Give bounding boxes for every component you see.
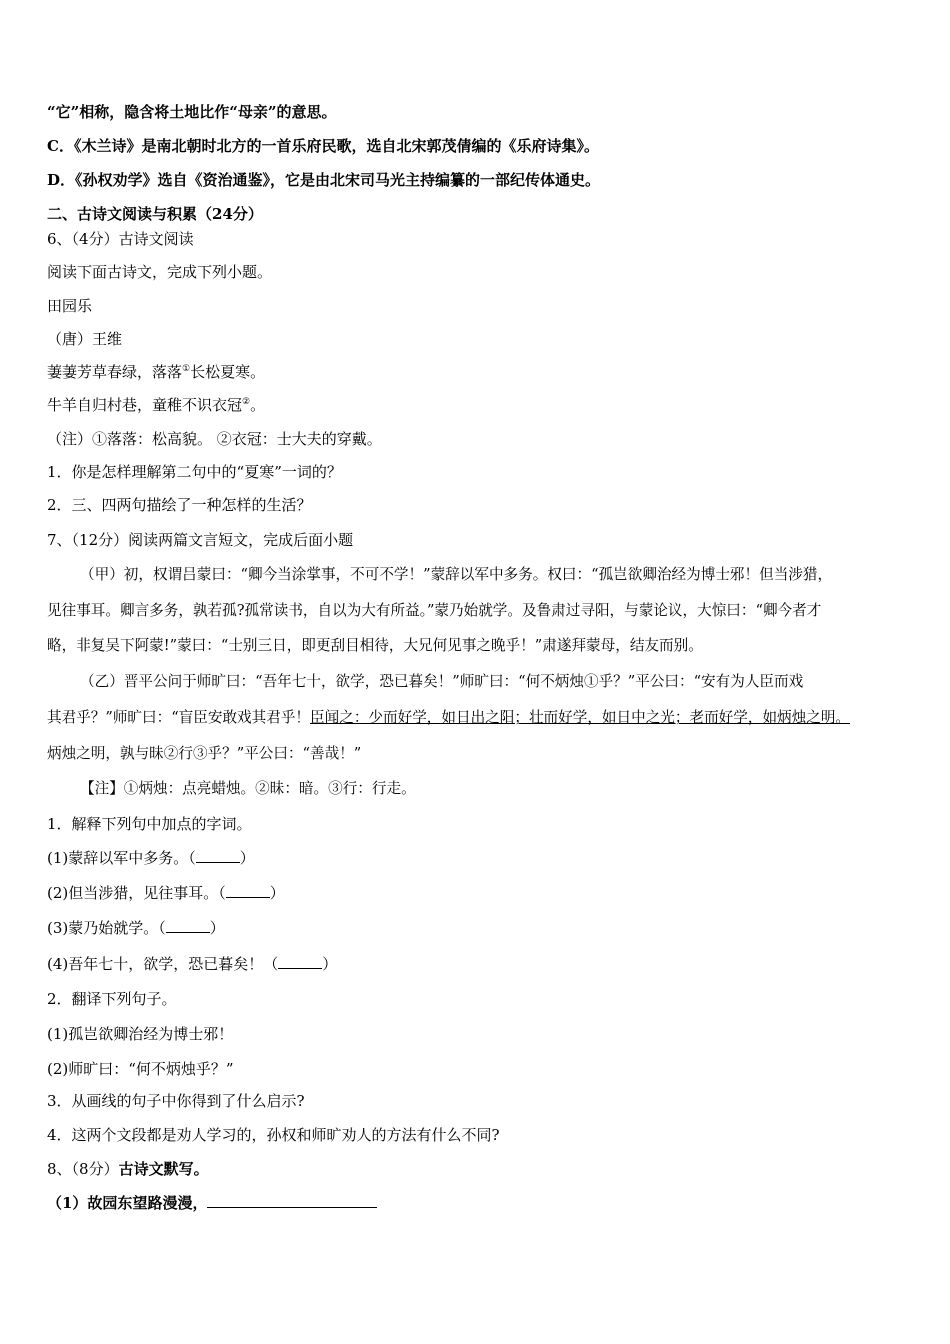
poem-note: （注）①落落：松高貌。 ②衣冠：士大夫的穿戴。 (47, 430, 382, 448)
poem-author: （唐）王维 (47, 330, 123, 348)
question-7-sub-3: 3．从画线的句子中你得到了什么启示? (47, 1092, 305, 1110)
fill-item: (1)蒙辞以军中多务。（ ） (47, 849, 255, 867)
poem-line-1: 萋萋芳草春绿，落落①长松夏寒。 (47, 363, 266, 381)
underlined-sentence: 臣闻之：少而好学，如日出之阳；壮而好学，如日中之光；老而好学，如炳烛之明。 (310, 709, 851, 726)
question-6-sub-2: 2．三、四两句描绘了一种怎样的生活？ (47, 496, 312, 514)
passage-yi-line: 其君乎？”师旷曰：“盲臣安敢戏其君乎！臣闻之：少而好学，如日出之阳；壮而好学，如日中之光；老而好学，如炳烛之明。 (47, 709, 851, 726)
text-line: “它”相称，隐含将土地比作“母亲”的意思。 (47, 103, 337, 121)
answer-blank[interactable] (226, 883, 270, 898)
answer-blank[interactable] (166, 918, 210, 933)
passage-jia-line: （甲）初，权谓吕蒙曰：“卿今当涂掌事，不可不学！”蒙辞以军中多务。权曰：“孤岂欲卿治经为博士邪！但当涉猎， (80, 566, 833, 583)
fill-item: (3)蒙乃始就学。（ ） (47, 919, 225, 937)
poem-line-2: 牛羊自归村巷，童稚不识衣冠②。 (47, 396, 266, 414)
passage-yi-line: 炳烛之明，孰与昧②行③乎？”平公曰：“善哉！” (47, 745, 362, 762)
question-7-sub-2: 2．翻译下列句子。 (47, 990, 177, 1008)
answer-blank[interactable] (196, 848, 240, 863)
question-6-sub-1: 1．你是怎样理解第二句中的“夏寒”一词的？ (47, 463, 342, 481)
recite-item: （1）故园东望路漫漫， (47, 1193, 377, 1213)
option-c: C．《木兰诗》是南北朝时北方的一首乐府民歌，选自北宋郭茂倩编的《乐府诗集》。 (47, 137, 599, 155)
question-7-sub-1: 1．解释下列句中加点的字词。 (47, 815, 252, 833)
answer-blank[interactable] (207, 1193, 377, 1208)
question-7-sub-4: 4．这两个文段都是劝人学习的，孙权和师旷劝人的方法有什么不同? (47, 1126, 500, 1144)
section-heading: 二、古诗文阅读与积累（24分） (47, 205, 263, 223)
option-d: D．《孙权劝学》选自《资治通鉴》，它是由北宋司马光主持编纂的一部纪传体通史。 (47, 171, 601, 189)
passage-yi-line: （乙）晋平公问于师旷曰：“吾年七十，欲学，恐已暮矣！”师旷曰：“何不炳烛①乎？”平公曰：“安有为人臣而戏 (80, 673, 804, 690)
passage-note: 【注】①炳烛：点亮蜡烛。②昧：暗。③行：行走。 (80, 780, 416, 797)
translate-item: (1)孤岂欲卿治经为博士邪！ (47, 1025, 234, 1043)
question-8-heading: 8、（8分）古诗文默写。 (47, 1160, 209, 1178)
poem-title: 田园乐 (47, 297, 93, 315)
passage-jia-line: 见往事耳。卿言多务，孰若孤?孤常读书，自以为大有所益。”蒙乃始就学。及鲁肃过寻阳，与蒙论议，大惊曰：“卿今者才 (47, 602, 822, 619)
translate-item: (2)师旷曰：“何不炳烛乎？” (47, 1060, 234, 1078)
fill-item: (2)但当涉猎，见往事耳。（ ） (47, 884, 285, 902)
question-7-heading: 7、（12分）阅读两篇文言短文，完成后面小题 (47, 531, 354, 549)
question-6-heading: 6、（4分）古诗文阅读 (47, 230, 194, 248)
fill-item: (4)吾年七十，欲学，恐已暮矣！（ ） (47, 955, 338, 973)
answer-blank[interactable] (278, 954, 322, 969)
question-6-intro: 阅读下面古诗文，完成下列小题。 (47, 263, 273, 281)
passage-jia-line: 略，非复吴下阿蒙!”蒙曰：“士别三日，即更刮目相待，大兄何见事之晚乎！”肃遂拜蒙母，结友而别。 (47, 637, 703, 654)
